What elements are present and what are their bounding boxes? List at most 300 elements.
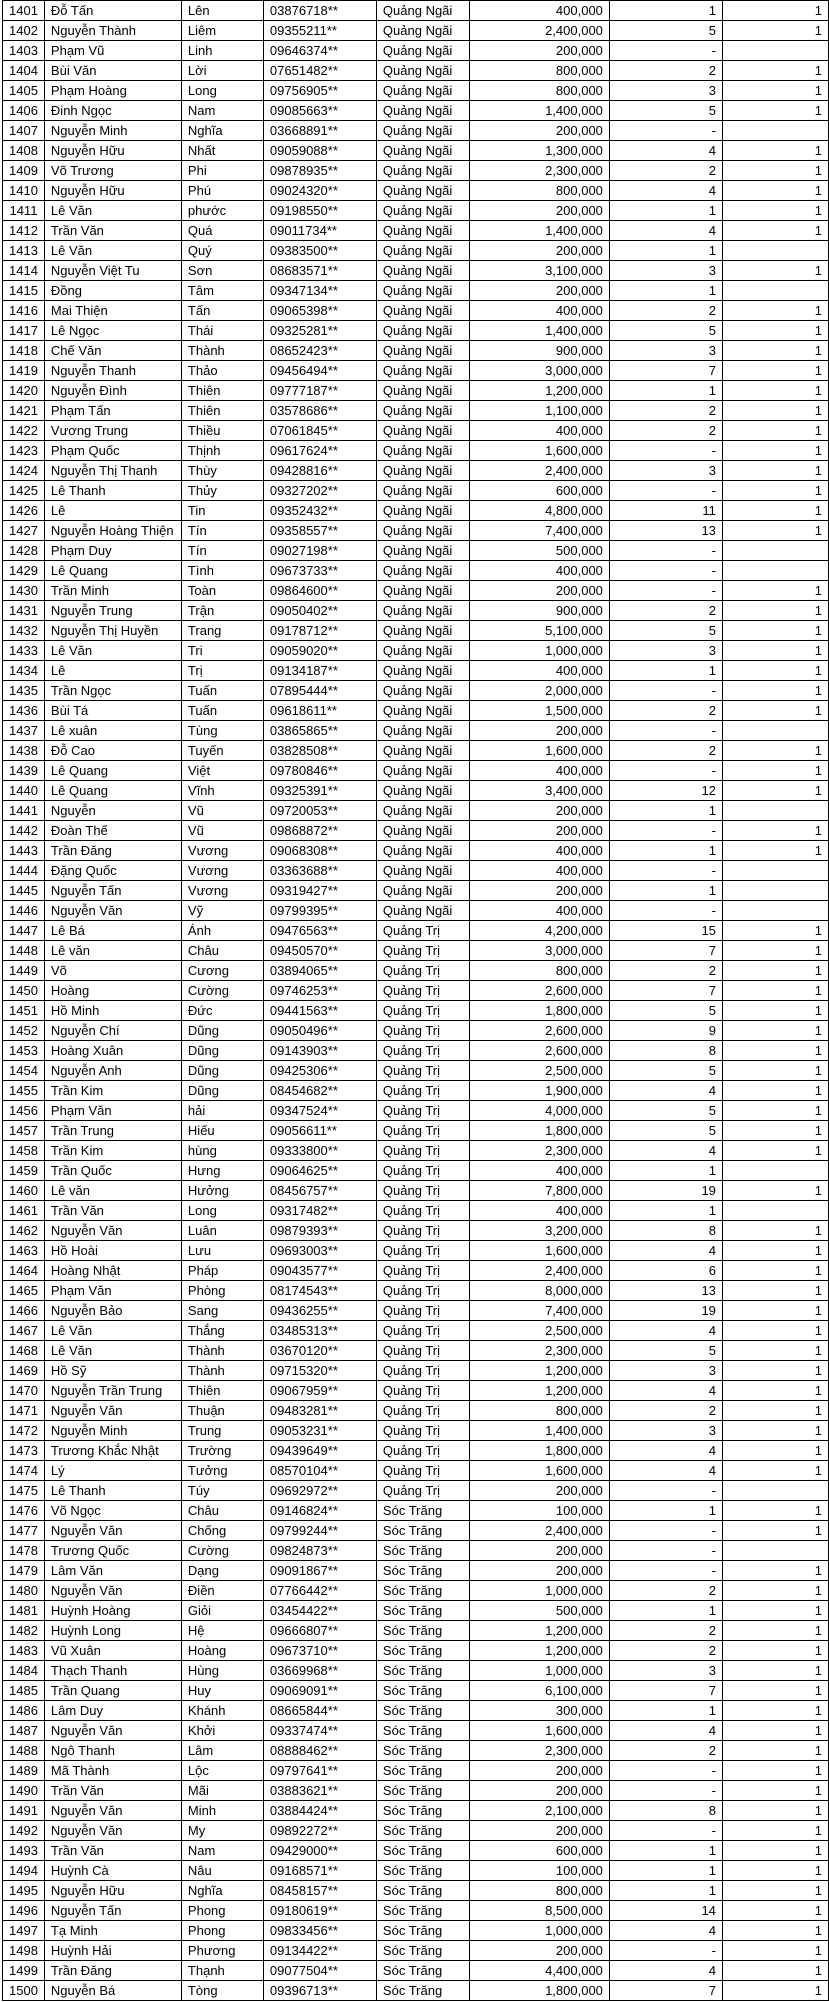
cell-last-name[interactable]: Phạm Văn	[44, 1281, 181, 1301]
cell-first-name[interactable]: Huy	[181, 1681, 263, 1701]
cell-province[interactable]: Sóc Trăng	[376, 1801, 469, 1821]
cell-row-id[interactable]: 1479	[3, 1561, 45, 1581]
cell-count-1[interactable]: 5	[609, 101, 722, 121]
cell-count-2[interactable]: 1	[722, 601, 828, 621]
cell-last-name[interactable]: Chế Văn	[44, 341, 181, 361]
cell-province[interactable]: Quảng Trị	[376, 1041, 469, 1061]
cell-first-name[interactable]: Thiều	[181, 421, 263, 441]
cell-count-1[interactable]: 9	[609, 1021, 722, 1041]
cell-count-1[interactable]: 4	[609, 1441, 722, 1461]
cell-phone[interactable]: 09425306**	[263, 1061, 376, 1081]
cell-phone[interactable]: 08174543**	[263, 1281, 376, 1301]
cell-row-id[interactable]: 1413	[3, 241, 45, 261]
cell-row-id[interactable]: 1422	[3, 421, 45, 441]
cell-first-name[interactable]: Trị	[181, 661, 263, 681]
cell-phone[interactable]: 09746253**	[263, 981, 376, 1001]
cell-count-2[interactable]: 1	[722, 101, 828, 121]
cell-amount[interactable]: 200,000	[469, 121, 609, 141]
cell-first-name[interactable]: Vương	[181, 861, 263, 881]
cell-phone[interactable]: 09777187**	[263, 381, 376, 401]
cell-count-2[interactable]: 1	[722, 961, 828, 981]
cell-phone[interactable]: 08665844**	[263, 1701, 376, 1721]
cell-count-2[interactable]: 1	[722, 1901, 828, 1921]
cell-province[interactable]: Sóc Trăng	[376, 1821, 469, 1841]
cell-province[interactable]: Quảng Ngãi	[376, 461, 469, 481]
cell-row-id[interactable]: 1432	[3, 621, 45, 641]
cell-row-id[interactable]: 1453	[3, 1041, 45, 1061]
cell-phone[interactable]: 09059088**	[263, 141, 376, 161]
cell-amount[interactable]: 400,000	[469, 661, 609, 681]
cell-phone[interactable]: 09396713**	[263, 1981, 376, 2001]
cell-phone[interactable]: 03828508**	[263, 741, 376, 761]
cell-count-1[interactable]: 3	[609, 261, 722, 281]
cell-phone[interactable]: 09715320**	[263, 1361, 376, 1381]
cell-count-1[interactable]: -	[609, 1761, 722, 1781]
cell-province[interactable]: Sóc Trăng	[376, 1941, 469, 1961]
cell-phone[interactable]: 09347134**	[263, 281, 376, 301]
cell-province[interactable]: Quảng Ngãi	[376, 341, 469, 361]
cell-province[interactable]: Sóc Trăng	[376, 1601, 469, 1621]
cell-amount[interactable]: 100,000	[469, 1861, 609, 1881]
cell-count-1[interactable]: -	[609, 441, 722, 461]
cell-count-1[interactable]: 1	[609, 1501, 722, 1521]
cell-phone[interactable]: 09666807**	[263, 1621, 376, 1641]
cell-count-2[interactable]: 1	[722, 1701, 828, 1721]
cell-count-1[interactable]: 1	[609, 1, 722, 21]
cell-row-id[interactable]: 1459	[3, 1161, 45, 1181]
cell-first-name[interactable]: Linh	[181, 41, 263, 61]
cell-count-2[interactable]: 1	[722, 1601, 828, 1621]
cell-count-1[interactable]: 1	[609, 801, 722, 821]
cell-row-id[interactable]: 1421	[3, 401, 45, 421]
cell-last-name[interactable]: Hồ Hoài	[44, 1241, 181, 1261]
cell-first-name[interactable]: Thái	[181, 321, 263, 341]
cell-amount[interactable]: 1,400,000	[469, 101, 609, 121]
cell-count-2[interactable]: 1	[722, 1561, 828, 1581]
cell-last-name[interactable]: Võ Ngọc	[44, 1501, 181, 1521]
cell-amount[interactable]: 1,300,000	[469, 141, 609, 161]
cell-first-name[interactable]: Đức	[181, 1001, 263, 1021]
cell-row-id[interactable]: 1423	[3, 441, 45, 461]
cell-count-2[interactable]: 1	[722, 1521, 828, 1541]
cell-last-name[interactable]: Nguyễn Thị Huyền	[44, 621, 181, 641]
cell-phone[interactable]: 09436255**	[263, 1301, 376, 1321]
cell-province[interactable]: Quảng Trị	[376, 1141, 469, 1161]
cell-first-name[interactable]: Ánh	[181, 921, 263, 941]
cell-last-name[interactable]: Nguyễn Hữu	[44, 141, 181, 161]
cell-count-2[interactable]: 1	[722, 1621, 828, 1641]
cell-last-name[interactable]: Nguyễn Việt Tu	[44, 261, 181, 281]
cell-phone[interactable]: 09355211**	[263, 21, 376, 41]
cell-phone[interactable]: 09317482**	[263, 1201, 376, 1221]
cell-phone[interactable]: 09824873**	[263, 1541, 376, 1561]
cell-amount[interactable]: 1,400,000	[469, 1421, 609, 1441]
cell-last-name[interactable]: Đỗ Tấn	[44, 1, 181, 21]
cell-province[interactable]: Quảng Trị	[376, 1461, 469, 1481]
cell-row-id[interactable]: 1441	[3, 801, 45, 821]
cell-last-name[interactable]: Mai Thiện	[44, 301, 181, 321]
cell-phone[interactable]: 09024320**	[263, 181, 376, 201]
cell-count-1[interactable]: 1	[609, 661, 722, 681]
cell-phone[interactable]: 08570104**	[263, 1461, 376, 1481]
cell-count-2[interactable]: 1	[722, 81, 828, 101]
cell-first-name[interactable]: Lâm	[181, 1741, 263, 1761]
cell-count-2[interactable]: 1	[722, 821, 828, 841]
cell-phone[interactable]: 03894065**	[263, 961, 376, 981]
cell-count-2[interactable]: 1	[722, 1141, 828, 1161]
cell-phone[interactable]: 09833456**	[263, 1921, 376, 1941]
cell-row-id[interactable]: 1460	[3, 1181, 45, 1201]
cell-amount[interactable]: 2,600,000	[469, 1021, 609, 1041]
cell-province[interactable]: Sóc Trăng	[376, 1841, 469, 1861]
cell-province[interactable]: Quảng Ngãi	[376, 21, 469, 41]
cell-phone[interactable]: 09068308**	[263, 841, 376, 861]
cell-phone[interactable]: 08888462**	[263, 1741, 376, 1761]
cell-row-id[interactable]: 1475	[3, 1481, 45, 1501]
cell-row-id[interactable]: 1477	[3, 1521, 45, 1541]
cell-count-2[interactable]: 1	[722, 401, 828, 421]
cell-count-1[interactable]: 4	[609, 1461, 722, 1481]
cell-first-name[interactable]: Tâm	[181, 281, 263, 301]
cell-first-name[interactable]: Việt	[181, 761, 263, 781]
cell-count-1[interactable]: 5	[609, 21, 722, 41]
cell-first-name[interactable]: Dũng	[181, 1021, 263, 1041]
cell-first-name[interactable]: hải	[181, 1101, 263, 1121]
cell-amount[interactable]: 1,000,000	[469, 1661, 609, 1681]
cell-count-2[interactable]: 1	[722, 381, 828, 401]
cell-count-1[interactable]: -	[609, 1541, 722, 1561]
cell-count-2[interactable]: 1	[722, 1921, 828, 1941]
cell-last-name[interactable]: Nguyễn Minh	[44, 121, 181, 141]
cell-amount[interactable]: 1,600,000	[469, 1721, 609, 1741]
cell-last-name[interactable]: Phạm Văn	[44, 1101, 181, 1121]
cell-first-name[interactable]: Tuấn	[181, 701, 263, 721]
cell-first-name[interactable]: Thạnh	[181, 1961, 263, 1981]
cell-count-2[interactable]	[722, 1161, 828, 1181]
cell-province[interactable]: Quảng Ngãi	[376, 541, 469, 561]
cell-first-name[interactable]: Giỏi	[181, 1601, 263, 1621]
cell-phone[interactable]: 03454422**	[263, 1601, 376, 1621]
cell-first-name[interactable]: Liêm	[181, 21, 263, 41]
cell-first-name[interactable]: Tín	[181, 521, 263, 541]
cell-first-name[interactable]: Hệ	[181, 1621, 263, 1641]
cell-first-name[interactable]: Phong	[181, 1921, 263, 1941]
cell-amount[interactable]: 2,500,000	[469, 1061, 609, 1081]
cell-row-id[interactable]: 1493	[3, 1841, 45, 1861]
cell-count-2[interactable]: 1	[722, 1121, 828, 1141]
cell-province[interactable]: Quảng Ngãi	[376, 861, 469, 881]
cell-row-id[interactable]: 1471	[3, 1401, 45, 1421]
cell-last-name[interactable]: Nguyễn Bảo	[44, 1301, 181, 1321]
cell-province[interactable]: Quảng Trị	[376, 1321, 469, 1341]
cell-row-id[interactable]: 1409	[3, 161, 45, 181]
cell-amount[interactable]: 1,600,000	[469, 1241, 609, 1261]
cell-count-2[interactable]: 1	[722, 981, 828, 1001]
cell-count-2[interactable]: 1	[722, 1661, 828, 1681]
cell-last-name[interactable]: Nguyễn Tấn	[44, 1901, 181, 1921]
cell-row-id[interactable]: 1435	[3, 681, 45, 701]
cell-first-name[interactable]: Lộc	[181, 1761, 263, 1781]
cell-phone[interactable]: 09069091**	[263, 1681, 376, 1701]
cell-province[interactable]: Quảng Ngãi	[376, 501, 469, 521]
cell-row-id[interactable]: 1445	[3, 881, 45, 901]
cell-last-name[interactable]: Nguyễn Trung	[44, 601, 181, 621]
cell-count-2[interactable]	[722, 1201, 828, 1221]
cell-last-name[interactable]: Lâm Văn	[44, 1561, 181, 1581]
cell-amount[interactable]: 400,000	[469, 841, 609, 861]
cell-phone[interactable]: 09720053**	[263, 801, 376, 821]
cell-last-name[interactable]: Thạch Thanh	[44, 1661, 181, 1681]
cell-row-id[interactable]: 1430	[3, 581, 45, 601]
cell-province[interactable]: Quảng Trị	[376, 1241, 469, 1261]
cell-province[interactable]: Quảng Ngãi	[376, 761, 469, 781]
cell-amount[interactable]: 1,200,000	[469, 1381, 609, 1401]
cell-count-2[interactable]: 1	[722, 181, 828, 201]
cell-amount[interactable]: 200,000	[469, 241, 609, 261]
cell-first-name[interactable]: Hưng	[181, 1161, 263, 1181]
cell-amount[interactable]: 4,200,000	[469, 921, 609, 941]
cell-last-name[interactable]: Nguyễn Văn	[44, 901, 181, 921]
cell-province[interactable]: Sóc Trăng	[376, 1541, 469, 1561]
cell-amount[interactable]: 200,000	[469, 1541, 609, 1561]
cell-first-name[interactable]: Dạng	[181, 1561, 263, 1581]
cell-count-2[interactable]: 1	[722, 461, 828, 481]
cell-count-2[interactable]: 1	[722, 1501, 828, 1521]
cell-first-name[interactable]: My	[181, 1821, 263, 1841]
cell-province[interactable]: Sóc Trăng	[376, 1661, 469, 1681]
cell-count-1[interactable]: 2	[609, 741, 722, 761]
cell-last-name[interactable]: Phạm Tấn	[44, 401, 181, 421]
cell-phone[interactable]: 09059020**	[263, 641, 376, 661]
cell-row-id[interactable]: 1437	[3, 721, 45, 741]
cell-phone[interactable]: 03876718**	[263, 1, 376, 21]
cell-row-id[interactable]: 1434	[3, 661, 45, 681]
cell-first-name[interactable]: Thiên	[181, 1381, 263, 1401]
cell-count-1[interactable]: 5	[609, 621, 722, 641]
cell-amount[interactable]: 1,400,000	[469, 321, 609, 341]
cell-count-1[interactable]: -	[609, 541, 722, 561]
cell-phone[interactable]: 09143903**	[263, 1041, 376, 1061]
cell-first-name[interactable]: Quý	[181, 241, 263, 261]
cell-row-id[interactable]: 1491	[3, 1801, 45, 1821]
cell-last-name[interactable]: Lê Văn	[44, 201, 181, 221]
cell-first-name[interactable]: Hưởng	[181, 1181, 263, 1201]
cell-amount[interactable]: 200,000	[469, 1781, 609, 1801]
cell-phone[interactable]: 07651482**	[263, 61, 376, 81]
cell-province[interactable]: Quảng Trị	[376, 1421, 469, 1441]
cell-row-id[interactable]: 1424	[3, 461, 45, 481]
cell-last-name[interactable]: Nguyễn Thị Thanh	[44, 461, 181, 481]
cell-count-1[interactable]: 1	[609, 1601, 722, 1621]
cell-amount[interactable]: 1,900,000	[469, 1081, 609, 1101]
cell-amount[interactable]: 400,000	[469, 561, 609, 581]
cell-first-name[interactable]: Thành	[181, 341, 263, 361]
cell-row-id[interactable]: 1418	[3, 341, 45, 361]
cell-row-id[interactable]: 1498	[3, 1941, 45, 1961]
cell-count-2[interactable]: 1	[722, 1001, 828, 1021]
cell-count-1[interactable]: 19	[609, 1181, 722, 1201]
cell-phone[interactable]: 09319427**	[263, 881, 376, 901]
cell-row-id[interactable]: 1482	[3, 1621, 45, 1641]
cell-first-name[interactable]: Long	[181, 1201, 263, 1221]
cell-last-name[interactable]: Lê văn	[44, 941, 181, 961]
cell-count-2[interactable]	[722, 1481, 828, 1501]
cell-count-1[interactable]: 3	[609, 1421, 722, 1441]
cell-last-name[interactable]: Nguyễn Văn	[44, 1521, 181, 1541]
cell-phone[interactable]: 09325391**	[263, 781, 376, 801]
cell-province[interactable]: Sóc Trăng	[376, 1701, 469, 1721]
cell-amount[interactable]: 800,000	[469, 81, 609, 101]
cell-last-name[interactable]: Trần Văn	[44, 1201, 181, 1221]
cell-row-id[interactable]: 1405	[3, 81, 45, 101]
cell-count-1[interactable]: 2	[609, 421, 722, 441]
cell-count-2[interactable]: 1	[722, 1461, 828, 1481]
cell-row-id[interactable]: 1404	[3, 61, 45, 81]
cell-count-2[interactable]	[722, 1541, 828, 1561]
cell-amount[interactable]: 800,000	[469, 1401, 609, 1421]
cell-province[interactable]: Quảng Ngãi	[376, 241, 469, 261]
cell-province[interactable]: Quảng Trị	[376, 1281, 469, 1301]
cell-count-2[interactable]: 1	[722, 341, 828, 361]
cell-count-1[interactable]: 7	[609, 941, 722, 961]
cell-count-2[interactable]: 1	[722, 741, 828, 761]
cell-last-name[interactable]: Nguyễn Hữu	[44, 1881, 181, 1901]
cell-count-1[interactable]: 4	[609, 221, 722, 241]
cell-first-name[interactable]: Nghĩa	[181, 1881, 263, 1901]
cell-row-id[interactable]: 1419	[3, 361, 45, 381]
cell-count-2[interactable]: 1	[722, 161, 828, 181]
cell-amount[interactable]: 400,000	[469, 901, 609, 921]
cell-province[interactable]: Quảng Ngãi	[376, 281, 469, 301]
cell-count-2[interactable]: 1	[722, 1261, 828, 1281]
cell-amount[interactable]: 2,600,000	[469, 1041, 609, 1061]
cell-province[interactable]: Quảng Ngãi	[376, 161, 469, 181]
cell-count-2[interactable]: 1	[722, 1221, 828, 1241]
cell-count-2[interactable]: 1	[722, 1241, 828, 1261]
cell-province[interactable]: Quảng Ngãi	[376, 81, 469, 101]
cell-last-name[interactable]: Nguyễn Hoàng Thiện	[44, 521, 181, 541]
cell-first-name[interactable]: Châu	[181, 941, 263, 961]
cell-phone[interactable]: 09383500**	[263, 241, 376, 261]
cell-count-2[interactable]: 1	[722, 1101, 828, 1121]
cell-amount[interactable]: 2,300,000	[469, 1141, 609, 1161]
cell-province[interactable]: Quảng Ngãi	[376, 621, 469, 641]
cell-row-id[interactable]: 1484	[3, 1661, 45, 1681]
cell-first-name[interactable]: Phú	[181, 181, 263, 201]
cell-count-2[interactable]: 1	[722, 421, 828, 441]
cell-count-2[interactable]: 1	[722, 1961, 828, 1981]
cell-amount[interactable]: 1,800,000	[469, 1001, 609, 1021]
cell-phone[interactable]: 03670120**	[263, 1341, 376, 1361]
cell-amount[interactable]: 2,300,000	[469, 161, 609, 181]
cell-phone[interactable]: 09879393**	[263, 1221, 376, 1241]
cell-phone[interactable]: 09053231**	[263, 1421, 376, 1441]
cell-count-2[interactable]: 1	[722, 641, 828, 661]
cell-province[interactable]: Quảng Ngãi	[376, 481, 469, 501]
cell-count-1[interactable]: 2	[609, 1621, 722, 1641]
cell-first-name[interactable]: Hùng	[181, 1661, 263, 1681]
cell-count-2[interactable]	[722, 561, 828, 581]
cell-first-name[interactable]: Nâu	[181, 1861, 263, 1881]
cell-first-name[interactable]: Lên	[181, 1, 263, 21]
cell-count-2[interactable]	[722, 121, 828, 141]
cell-count-2[interactable]: 1	[722, 21, 828, 41]
cell-count-1[interactable]: 4	[609, 1381, 722, 1401]
cell-count-1[interactable]: -	[609, 121, 722, 141]
cell-first-name[interactable]: Thiên	[181, 381, 263, 401]
cell-row-id[interactable]: 1452	[3, 1021, 45, 1041]
cell-first-name[interactable]: Thiên	[181, 401, 263, 421]
cell-first-name[interactable]: Phi	[181, 161, 263, 181]
cell-count-2[interactable]: 1	[722, 1341, 828, 1361]
cell-count-1[interactable]: 4	[609, 1081, 722, 1101]
cell-phone[interactable]: 09178712**	[263, 621, 376, 641]
cell-count-2[interactable]: 1	[722, 1681, 828, 1701]
cell-row-id[interactable]: 1420	[3, 381, 45, 401]
cell-first-name[interactable]: Sơn	[181, 261, 263, 281]
cell-first-name[interactable]: Vương	[181, 841, 263, 861]
cell-count-2[interactable]: 1	[722, 1641, 828, 1661]
cell-count-1[interactable]: 2	[609, 701, 722, 721]
cell-phone[interactable]: 08652423**	[263, 341, 376, 361]
cell-province[interactable]: Sóc Trăng	[376, 1741, 469, 1761]
cell-amount[interactable]: 7,800,000	[469, 1181, 609, 1201]
cell-phone[interactable]: 09483281**	[263, 1401, 376, 1421]
cell-count-1[interactable]: 1	[609, 1841, 722, 1861]
cell-phone[interactable]: 09456494**	[263, 361, 376, 381]
cell-count-1[interactable]: -	[609, 681, 722, 701]
cell-count-2[interactable]: 1	[722, 781, 828, 801]
cell-row-id[interactable]: 1473	[3, 1441, 45, 1461]
cell-province[interactable]: Quảng Ngãi	[376, 201, 469, 221]
cell-count-2[interactable]: 1	[722, 1861, 828, 1881]
cell-phone[interactable]: 09692972**	[263, 1481, 376, 1501]
cell-first-name[interactable]: Thuận	[181, 1401, 263, 1421]
cell-count-1[interactable]: 7	[609, 981, 722, 1001]
cell-count-2[interactable]	[722, 801, 828, 821]
cell-count-1[interactable]: 4	[609, 1321, 722, 1341]
cell-first-name[interactable]: Chống	[181, 1521, 263, 1541]
cell-phone[interactable]: 09673710**	[263, 1641, 376, 1661]
cell-first-name[interactable]: Long	[181, 81, 263, 101]
cell-count-1[interactable]: 12	[609, 781, 722, 801]
cell-province[interactable]: Quảng Ngãi	[376, 61, 469, 81]
cell-count-1[interactable]: 1	[609, 1861, 722, 1881]
cell-first-name[interactable]: Quá	[181, 221, 263, 241]
cell-last-name[interactable]: Lê Ngọc	[44, 321, 181, 341]
cell-count-1[interactable]: -	[609, 1821, 722, 1841]
cell-phone[interactable]: 09780846**	[263, 761, 376, 781]
cell-first-name[interactable]: Thành	[181, 1361, 263, 1381]
cell-amount[interactable]: 1,800,000	[469, 1981, 609, 2001]
cell-count-2[interactable]: 1	[722, 1881, 828, 1901]
cell-count-2[interactable]: 1	[722, 1021, 828, 1041]
cell-count-2[interactable]: 1	[722, 1061, 828, 1081]
cell-count-2[interactable]: 1	[722, 1941, 828, 1961]
cell-count-1[interactable]: -	[609, 1561, 722, 1581]
cell-count-2[interactable]: 1	[722, 1361, 828, 1381]
cell-first-name[interactable]: Thủy	[181, 481, 263, 501]
cell-amount[interactable]: 1,200,000	[469, 1641, 609, 1661]
cell-count-2[interactable]: 1	[722, 1041, 828, 1061]
cell-row-id[interactable]: 1447	[3, 921, 45, 941]
cell-count-1[interactable]: -	[609, 41, 722, 61]
cell-count-2[interactable]: 1	[722, 441, 828, 461]
cell-row-id[interactable]: 1474	[3, 1461, 45, 1481]
cell-count-2[interactable]: 1	[722, 1721, 828, 1741]
cell-phone[interactable]: 09064625**	[263, 1161, 376, 1181]
cell-last-name[interactable]: Lê văn	[44, 1181, 181, 1201]
